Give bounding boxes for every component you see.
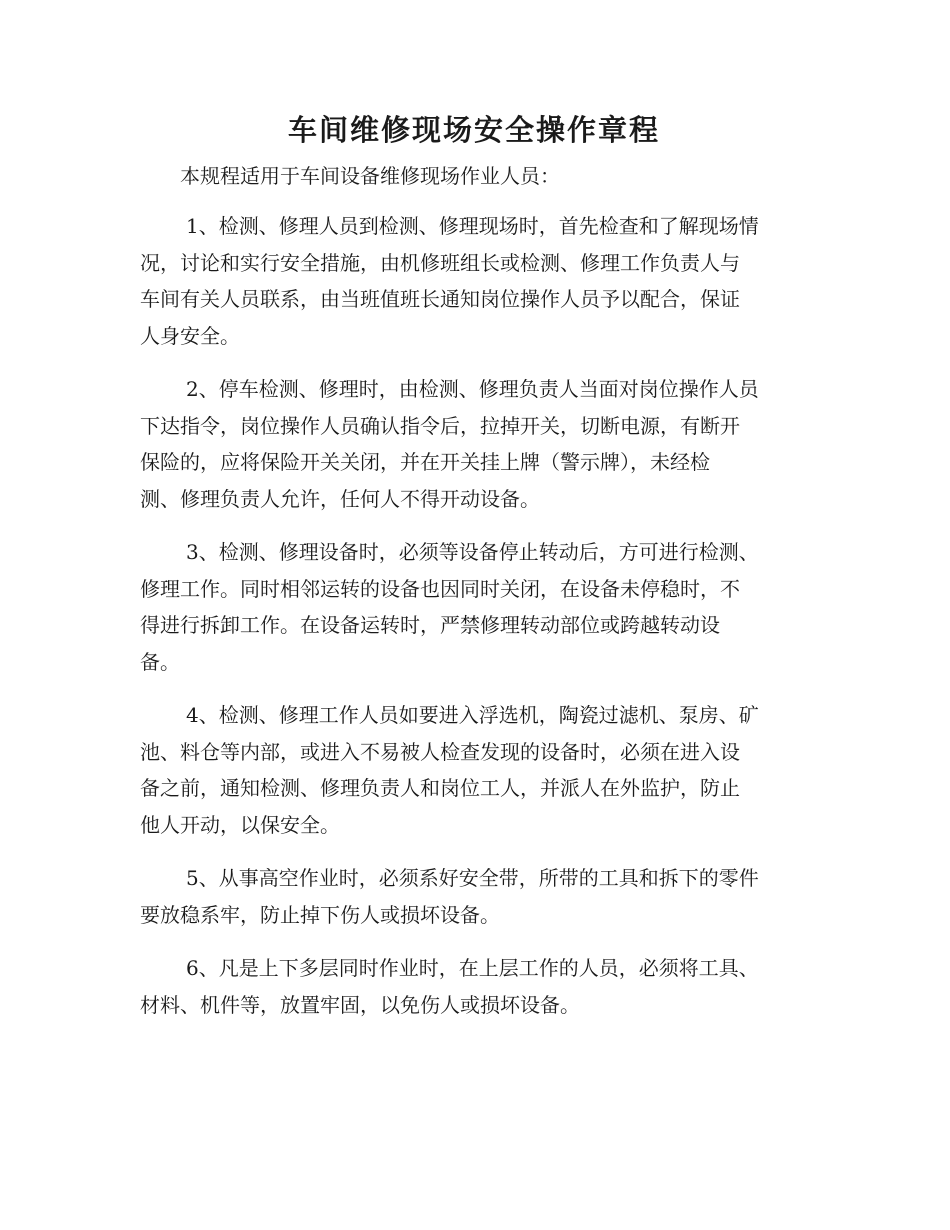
paragraph-line: 得进行拆卸工作。在设备运转时，严禁修理转动部位或跨越转动设	[140, 613, 720, 637]
rule-paragraph	[140, 534, 808, 680]
paragraph-line: 材料、机件等，放置牢固，以免伤人或损坏设备。	[140, 992, 580, 1017]
paragraph-line: 6、凡是上下多层同时作业时，在上层工作的人员，必须将工具、	[186, 956, 759, 980]
paragraph-line: 下达指令，岗位操作人员确认指令后，拉掉开关，切断电源，有断开	[140, 413, 740, 438]
paragraph-line: 修理工作。同时相邻运转的设备也因同时关闭，在设备未停稳时，不	[140, 576, 740, 601]
paragraph-line: 要放稳系牢，防止掉下伤人或损坏设备。	[140, 902, 500, 927]
paragraph-line: 池、料仓等内部，或进入不易被人检查发现的设备时，必须在进入设	[140, 739, 740, 764]
rule-paragraph	[140, 697, 808, 843]
paragraph-line: 他人开动，以保安全。	[140, 812, 340, 837]
paragraph-line: 车间有关人员联系，由当班值班长通知岗位操作人员予以配合，保证	[140, 287, 740, 311]
document-page	[140, 108, 808, 1040]
intro-paragraph: 本规程适用于车间设备维修现场作业人员：	[180, 164, 560, 188]
paragraph-line: 1、检测、修理人员到检测、修理现场时，首先检查和了解现场情	[186, 214, 759, 238]
paragraph-line: 备。	[140, 649, 180, 674]
rule-paragraphs	[140, 208, 808, 1023]
paragraph-line: 况，讨论和实行安全措施，由机修班组长或检测、修理工作负责人与	[140, 250, 740, 275]
paragraph-line: 5、从事高空作业时，必须系好安全带，所带的工具和拆下的零件	[186, 866, 759, 890]
rule-paragraph	[140, 860, 808, 933]
paragraph-line: 测、修理负责人允许，任何人不得开动设备。	[140, 486, 540, 511]
paragraph-line: 备之前，通知检测、修理负责人和岗位工人，并派人在外监护，防止	[140, 776, 740, 800]
paragraph-line: 4、检测、修理工作人员如要进入浮选机，陶瓷过滤机、泵房、矿	[186, 703, 759, 727]
paragraph-line: 人身安全。	[140, 323, 240, 348]
rule-paragraph	[140, 208, 808, 354]
rule-paragraph	[140, 950, 808, 1023]
document-title: 车间维修现场安全操作章程	[287, 113, 660, 147]
paragraph-line: 保险的，应将保险开关关闭，并在开关挂上牌（警示牌），未经检	[140, 450, 710, 474]
rule-paragraph	[140, 371, 808, 517]
paragraph-line: 3、检测、修理设备时，必须等设备停止转动后，方可进行检测、	[186, 540, 759, 564]
paragraph-line: 2、停车检测、修理时，由检测、修理负责人当面对岗位操作人员	[186, 377, 759, 401]
